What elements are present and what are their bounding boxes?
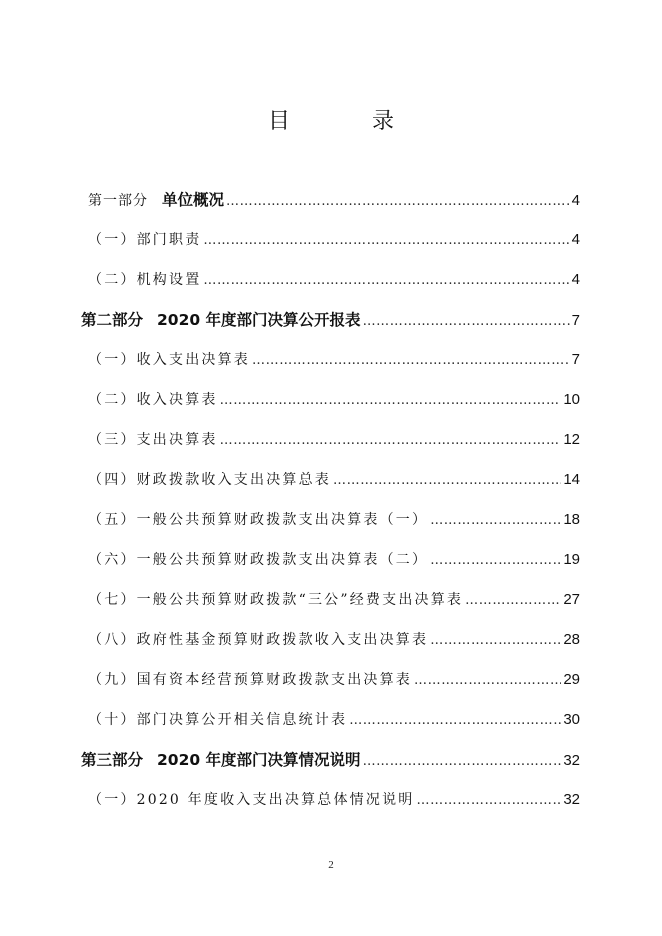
- toc-entry-part-2[interactable]: [81, 309, 580, 331]
- toc-page-number: 4: [571, 271, 580, 288]
- toc-entry-2-9[interactable]: [88, 669, 580, 691]
- toc-entry-text: （七）一般公共预算财政拨款“三公”经费支出决算表: [88, 592, 464, 608]
- toc-entry-text: （一）部门职责: [88, 232, 202, 248]
- toc-leader-dots: [220, 390, 562, 412]
- toc-entry-part-3[interactable]: [81, 749, 580, 771]
- toc-entry-2-6[interactable]: [88, 549, 580, 571]
- toc-entry-2-4[interactable]: [88, 469, 580, 491]
- toc-page-number: 32: [563, 752, 580, 769]
- toc-entry-2-10[interactable]: [88, 709, 580, 731]
- toc-leader-dots: [363, 311, 570, 333]
- toc-entry-text: （一）收入支出决算表: [88, 352, 250, 368]
- toc-entry-2-7[interactable]: [88, 589, 580, 611]
- toc-entry-text: 单位概况: [162, 191, 225, 209]
- toc-part-label: 第一部分: [88, 193, 148, 209]
- toc-leader-dots: [430, 630, 561, 652]
- toc-page-number: 12: [563, 431, 580, 448]
- toc-entry-text: （八）政府性基金预算财政拨款收入支出决算表: [88, 632, 429, 648]
- toc-page-number: 7: [571, 351, 580, 368]
- toc-page-number: 30: [563, 711, 580, 728]
- toc-entry-2-5[interactable]: [88, 509, 580, 531]
- toc-entry-text: 2020 年度部门决算公开报表: [157, 311, 361, 329]
- toc-entry-2-8[interactable]: [88, 629, 580, 651]
- toc-leader-dots: [252, 350, 570, 372]
- toc-leader-dots: [363, 751, 562, 773]
- toc-page-number: 18: [563, 511, 580, 528]
- toc-leader-dots: [349, 710, 561, 732]
- toc-entry-text: （二）机构设置: [88, 272, 202, 288]
- toc-entry-1-1[interactable]: [88, 229, 580, 251]
- toc-page-number: 27: [563, 591, 580, 608]
- toc-part-label: 第二部分: [81, 311, 144, 329]
- toc-page-number: 14: [563, 471, 580, 488]
- toc-page-number: 19: [563, 551, 580, 568]
- toc-leader-dots: [226, 191, 570, 213]
- toc-entry-3-1[interactable]: [88, 789, 580, 811]
- page-number-footer: 2: [328, 859, 334, 871]
- toc-entry-2-2[interactable]: [88, 389, 580, 411]
- page-title: 目 录: [267, 109, 424, 134]
- toc-leader-dots: [414, 670, 561, 692]
- toc-page-number: 4: [571, 192, 580, 209]
- toc-leader-dots: [465, 590, 561, 612]
- toc-entry-text: （二）收入决算表: [88, 392, 218, 408]
- toc-entry-text: （四）财政拨款收入支出决算总表: [88, 472, 331, 488]
- toc-entry-part-1[interactable]: [88, 189, 580, 211]
- toc-entry-text: （六）一般公共预算财政拨款支出决算表（二）: [88, 552, 429, 568]
- toc-leader-dots: [203, 230, 569, 252]
- toc-page-number: 7: [571, 312, 580, 329]
- toc-leader-dots: [333, 470, 561, 492]
- toc-entry-text: 2020 年度部门决算情况说明: [157, 751, 361, 769]
- toc-entry-text: （五）一般公共预算财政拨款支出决算表（一）: [88, 512, 429, 528]
- toc-page-number: 29: [563, 671, 580, 688]
- toc-leader-dots: [430, 550, 561, 572]
- toc-page-number: 4: [571, 231, 580, 248]
- toc-leader-dots: [203, 270, 569, 292]
- toc-leader-dots: [430, 510, 561, 532]
- toc-entry-2-1[interactable]: [88, 349, 580, 371]
- toc-entry-text: （九）国有资本经营预算财政拨款支出决算表: [88, 672, 412, 688]
- toc-part-label: 第三部分: [81, 751, 144, 769]
- toc-leader-dots: [220, 430, 562, 452]
- toc-page-number: 32: [563, 791, 580, 808]
- toc-page-number: 28: [563, 631, 580, 648]
- toc-leader-dots: [416, 790, 561, 812]
- toc-entry-text: （一）2020 年度收入支出决算总体情况说明: [88, 792, 415, 808]
- toc-entry-text: （三）支出决算表: [88, 432, 218, 448]
- toc-entry-2-3[interactable]: [88, 429, 580, 451]
- toc-entry-text: （十）部门决算公开相关信息统计表: [88, 712, 348, 728]
- toc-entry-1-2[interactable]: [88, 269, 580, 291]
- toc-page-number: 10: [563, 391, 580, 408]
